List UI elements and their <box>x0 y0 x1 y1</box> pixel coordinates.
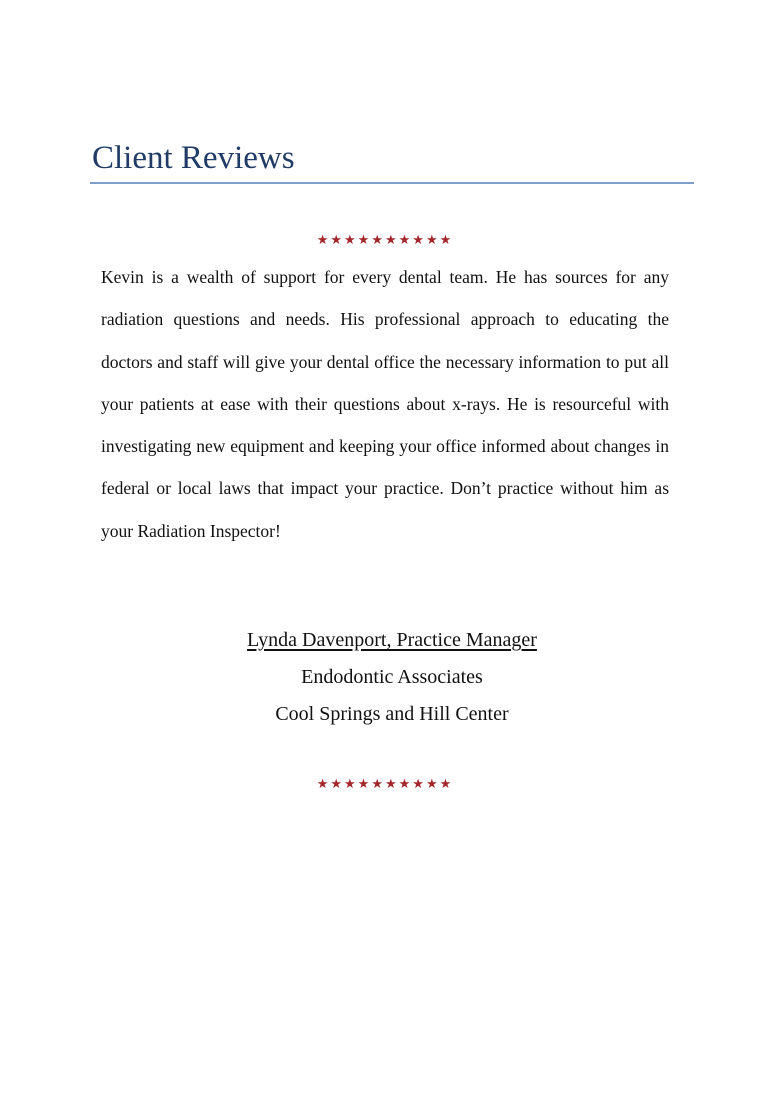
reviewer-organization: Endodontic Associates <box>301 666 483 688</box>
star-rating-top: ★★★★★★★★★★ <box>316 233 454 248</box>
page-title: Client Reviews <box>92 140 295 176</box>
title-underline-rule <box>90 182 694 184</box>
reviewer-name: Lynda Davenport, Practice Manager <box>247 629 537 651</box>
review-text: Kevin is a wealth of support for every dental team. He has sources for any radiation questions and needs. His professional approach to educating the doctors and staff will give your dental office the necessary information to put all your patients at ease with their questions about x-rays. He is resourceful with investigating new equipment and keeping your office informed about changes in federal or local laws that impact your practice. Don’t practice without him as your Radiation Inspector! <box>101 267 669 541</box>
reviewer-location: Cool Springs and Hill Center <box>275 703 509 725</box>
star-rating-bottom: ★★★★★★★★★★ <box>316 777 454 792</box>
review-signature <box>0 622 784 733</box>
